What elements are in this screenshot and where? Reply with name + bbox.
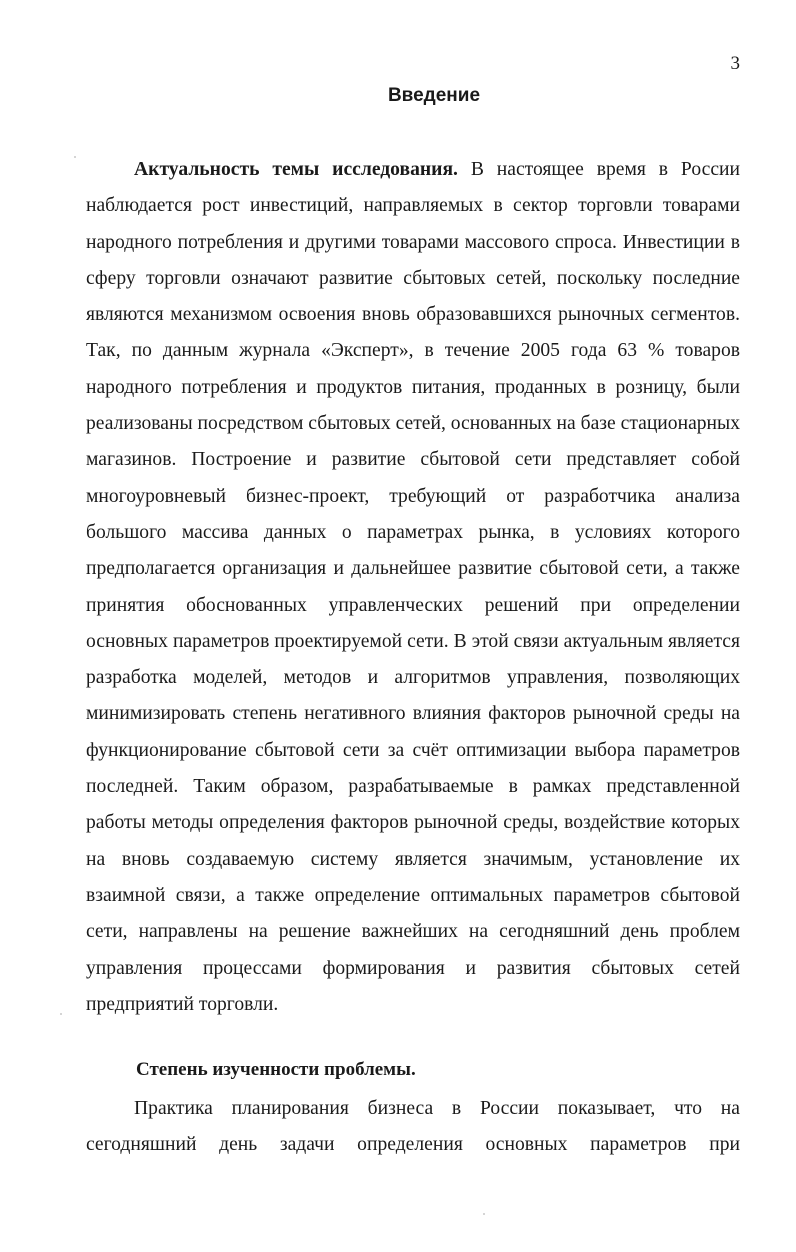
paragraph-line: Актуальность темы исследования. В настоящее время в России [134,159,740,180]
paragraph-line: являются механизмом освоения вновь образовавшихся рыночных сегментов. [86,304,740,326]
paragraph-line: минимизировать степень негативного влияния факторов рыночной среды на [86,703,740,725]
paragraph-line: разработка моделей, методов и алгоритмов управления, позволяющих [86,667,740,689]
page-number: 3 [730,53,740,74]
paragraph-line: народного потребления и другими товарами массового спроса. Инвестиции в [86,231,740,253]
paragraph-practice [86,1091,740,1164]
paragraph-line: сегодняшний день задачи определения основных параметров при [86,1134,740,1156]
paragraph-line: предполагается организация и дальнейшее развитие сбытовой сети, а также [86,558,740,580]
paragraph-line: Практика планирования бизнеса в России показывает, что на [134,1098,740,1119]
scan-speck [483,1213,485,1215]
paragraph-line: реализованы посредством сбытовых сетей, основанных на базе стационарных [86,413,741,435]
paragraph-line: взаимной связи, а также определение оптимальных параметров сбытовой [86,884,740,906]
paragraph-line: функционирование сбытовой сети за счёт оптимизации выбора параметров [86,739,740,761]
scan-speck [60,1013,62,1015]
section-heading-study-degree: Степень изученности проблемы. [136,1059,416,1080]
paragraph-line: принятия обоснованных управленческих решений при определении [86,594,740,616]
paragraph-line: магазинов. Построение и развитие сбытовой сети представляет собой [86,449,740,471]
paragraph-line: основных параметров проектируемой сети. В этой связи актуальным является [86,630,740,652]
paragraph-line: Так, по данным журнала «Эксперт», в течение 2005 года 63 % товаров [86,340,740,362]
paragraph-line: на вновь создаваемую систему является значимым, установление их [86,848,740,870]
page-title: Введение [387,85,481,106]
paragraph-line: последней. Таким образом, разрабатываемые в рамках представленной [86,776,740,798]
scan-speck [74,156,76,158]
paragraph-line: народного потребления и продуктов питания, проданных в розницу, были [86,376,740,398]
paragraph-line: многоуровневый бизнес-проект, требующий от разработчика анализа [86,485,740,507]
paragraph-line: большого массива данных о параметрах рынка, в условиях которого [86,521,740,543]
paragraph-line: наблюдается рост инвестиций, направляемых в сектор торговли товарами [86,195,740,217]
paragraph-line: сферу торговли означают развитие сбытовых сетей, поскольку последние [86,267,740,289]
paragraph-relevance [86,152,740,1023]
paragraph-line: предприятий торговли. [86,993,279,1015]
relevance-lead: Актуальность темы исследования. [134,159,458,180]
paragraph-line: работы методы определения факторов рыночной среды, воздействие которых [86,812,740,834]
paragraph-line: управления процессами формирования и развития сбытовых сетей [86,957,740,979]
paragraph-line: сети, направлены на решение важнейших на сегодняшний день проблем [86,921,740,943]
